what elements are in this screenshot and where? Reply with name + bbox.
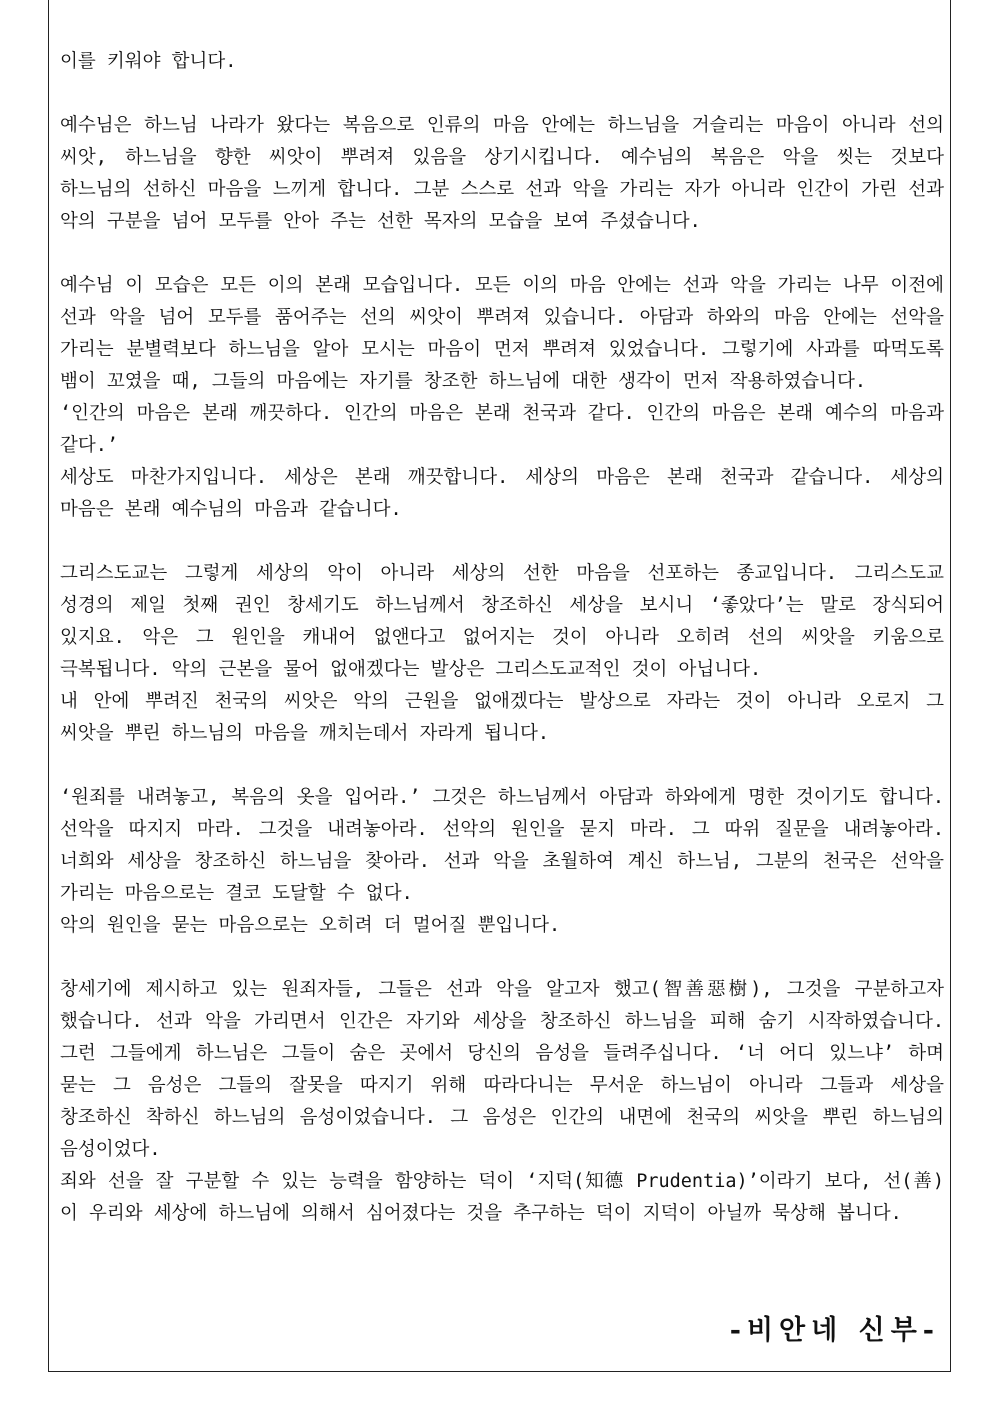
paragraph: 이를 키워야 합니다.: [60, 51, 237, 72]
paragraph: 그리스도교는 그렇게 세상의 악이 아니라 세상의 선한 마음을 선포하는 종교입니다. 그리스도교 성경의 제일 첫째 권인 창세기도 하느님께서 창조하신 세상을 보시니 ‘좋았다’는 말로 장식되어 있지요. 악은 그 원인을 캐내어 없앤다고 없어지는 것이 아니라 오히려 선의 씨앗을 키움으로 극복됩니다. 악의 근본을 물어 없애겠다는 발상은 그리스도교적인 것이 아닙니다.: [60, 563, 944, 680]
paragraph-gap: [60, 526, 944, 558]
paragraph: 예수님 이 모습은 모든 이의 본래 모습입니다. 모든 이의 마음 안에는 선과 악을 가리는 나무 이전에 선과 악을 넘어 모두를 품어주는 선의 씨앗이 뿌려져 있습니다. 아담과 하와의 마음 안에는 선악을 가리는 분별력보다 하느님을 알아 모시는 마음이 먼저 뿌려져 있었습니다. 그렇기에 사과를 따먹도록 뱀이 꼬였을 때, 그들의 마음에는 자기를 창조한 하느님에 대한 생각이 먼저 작용하였습니다.: [60, 275, 944, 392]
paragraph-gap: [60, 78, 944, 110]
paragraph: 죄와 선을 잘 구분할 수 있는 능력을 함양하는 덕이 ‘지덕(知德 Prudentia)’이라기 보다, 선(善)이 우리와 세상에 하느님에 의해서 심어졌다는 것을 추구하는 덕이 지덕이 아닐까 묵상해 봅니다.: [60, 1171, 944, 1224]
article-body: [60, 46, 944, 1230]
paragraph: 예수님은 하느님 나라가 왔다는 복음으로 인류의 마음 안에는 하느님을 거슬리는 마음이 아니라 선의 씨앗, 하느님을 향한 씨앗이 뿌려져 있음을 상기시킵니다. 예수님의 복음은 악을 씻는 것보다 하느님의 선하신 마음을 느끼게 합니다. 그분 스스로 선과 악을 가리는 자가 아니라 인간이 가린 선과 악의 구분을 넘어 모두를 안아 주는 선한 목자의 모습을 보여 주셨습니다.: [60, 115, 944, 232]
paragraph-gap: [60, 238, 944, 270]
paragraph-gap: [60, 942, 944, 974]
quote-paragraph: ‘원죄를 내려놓고, 복음의 옷을 입어라.’ 그것은 하느님께서 아담과 하와에게 명한 것이기도 합니다. 선악을 따지지 마라. 그것을 내려놓아라. 선악의 원인을 묻지 마라. 그 따위 질문을 내려놓아라. 너희와 세상을 창조하신 하느님을 찾아라. 선과 악을 초월하여 계신 하느님, 그분의 천국은 선악을 가리는 마음으로는 결코 도달할 수 없다.: [60, 787, 944, 904]
paragraph-gap: [60, 750, 944, 782]
paragraph: 내 안에 뿌려진 천국의 씨앗은 악의 근원을 없애겠다는 발상으로 자라는 것이 아니라 오로지 그 씨앗을 뿌린 하느님의 마음을 깨치는데서 자라게 됩니다.: [60, 691, 944, 744]
paragraph: 창세기에 제시하고 있는 원죄자들, 그들은 선과 악을 알고자 했고(智善惡樹), 그것을 구분하고자 했습니다. 선과 악을 가리면서 인간은 자기와 세상을 창조하신 하느님을 피해 숨기 시작하였습니다. 그런 그들에게 하느님은 그들이 숨은 곳에서 당신의 음성을 들려주십니다. ‘너 어디 있느냐’ 하며 묻는 그 음성은 그들의 잘못을 따지기 위해 따라다니는 무서운 하느님이 아니라 그들과 세상을 창조하신 착하신 하느님의 음성이었습니다. 그 음성은 인간의 내면에 천국의 씨앗을 뿌린 하느님의 음성이었다.: [60, 979, 944, 1160]
paragraph: 세상도 마찬가지입니다. 세상은 본래 깨끗합니다. 세상의 마음은 본래 천국과 같습니다. 세상의 마음은 본래 예수님의 마음과 같습니다.: [60, 467, 944, 520]
author-signature: -비안네 신부-: [729, 1315, 940, 1346]
paragraph: 악의 원인을 묻는 마음으로는 오히려 더 멀어질 뿐입니다.: [60, 915, 561, 936]
quote-paragraph: ‘인간의 마음은 본래 깨끗하다. 인간의 마음은 본래 천국과 같다. 인간의 마음은 본래 예수의 마음과 같다.’: [60, 403, 944, 456]
